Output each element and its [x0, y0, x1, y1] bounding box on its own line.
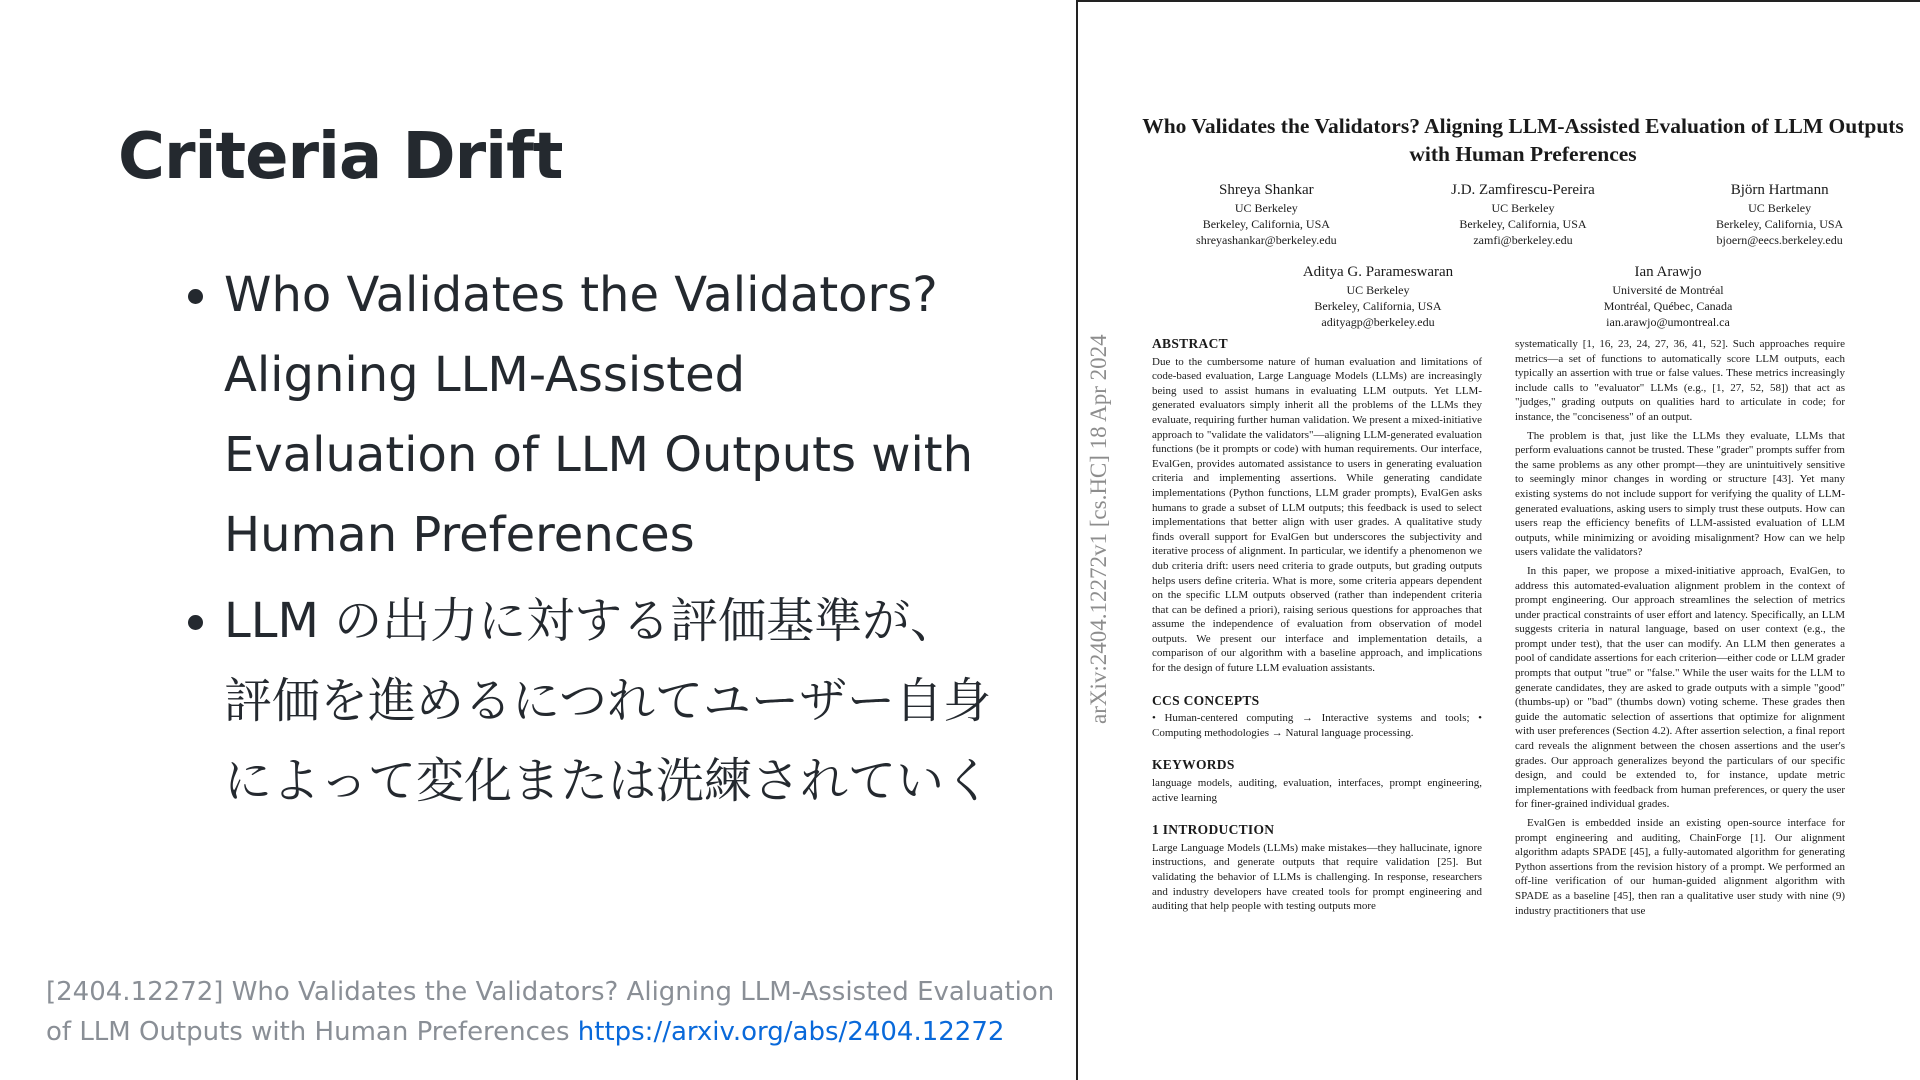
author-location: Berkeley, California, USA — [1459, 217, 1587, 231]
bullet-item-paper-title: • Who Validates the Validators? Aligning LLM-Assisted Evaluation of LLM Outputs with Human Preferences — [224, 255, 994, 575]
author-location: Berkeley, California, USA — [1314, 299, 1442, 313]
footer-citation — [46, 972, 1056, 1052]
intro-heading: 1 INTRODUCTION — [1152, 822, 1275, 838]
author-block — [1138, 180, 1908, 344]
paper-right-column — [1515, 337, 1845, 922]
author-row-2 — [1138, 262, 1908, 330]
paragraph: EvalGen is embedded inside an existing open-source interface for prompt engineering and auditing, ChainForge [1]. Our alignment algorithm adapts SPADE [45], a fully-automated algorithm for generating Python assertions from the revision history of a prompt. We performed an off-line verification of our human-guided alignment algorithm with SPADE as a baseline [45], then ran a qualitative user study with nine (9) industry practitioners that use — [1515, 817, 1845, 917]
paper-screenshot — [1076, 0, 1920, 1080]
paragraph: systematically [1, 16, 23, 24, 27, 36, 41, 52]. Such approaches require metrics—a set of functions to automatically score LLM outputs, each typically an assertion with true or false values. These metrics increasingly include calls to "evaluator" LLMs (e.g., [1, 27, 52, 58]) that act as "judges," grading outputs on qualities hard to articulate in code; for instance, the "conciseness" of an output. — [1515, 338, 1845, 423]
author-affiliation: UC Berkeley — [1346, 283, 1410, 297]
author-affiliation: UC Berkeley — [1234, 201, 1298, 215]
ccs-heading: CCS CONCEPTS — [1152, 692, 1260, 708]
author-location: Berkeley, California, USA — [1716, 217, 1844, 231]
abstract-text: Due to the cumbersome nature of human evaluation and limitations of code-based evaluation, Large Language Models (LLMs) are increasingly being used to assist humans in evaluating LLM outputs. Yet LLM-generated evaluators simply inherit all the problems of the LLMs they evaluate, requiring further human validation. We present a mixed-initiative approach to "validate the validators"—aligning LLM-generated evaluation functions (be it prompts or code) with human requirements. Our interface, EvalGen, provides automated assistance to users in generating evaluation criteria and implementing assertions. While generating candidate implementations (Python functions, LLM grader prompts), EvalGen asks humans to grade a subset of LLM outputs; this feedback is used to select implementations that better align with user grades. A qualitative study finds overall support for EvalGen but underscores the subjectivity and iterative process of alignment. In particular, we identify a phenomenon we dub criteria drift: users need criteria to grade outputs, but grading outputs helps users define criteria. What is more, some criteria appears dependent on the specific LLM outputs observed (rather than independent criteria that can be defined a priori), raising serious questions for approaches that assume the independence of evaluation from observation of model outputs. We present our interface and implementation details, a comparison of our algorithm with a baseline approach, and implications for the design of future LLM evaluation assistants. — [1152, 355, 1482, 675]
author — [1141, 180, 1391, 248]
paragraph: The problem is that, just like the LLMs they evaluate, LLMs that perform evaluations cannot be trusted. These "grader" prompts suffer from the same problems as any other prompt—they are unintuitively sensitive to seemingly minor changes in wording or structure [43]. Yet many existing systems do not include support for verifying the quality of LLM-generated evaluations, asking users to simply trust these outputs. How can users reap the efficiency benefits of LLM-assisted evaluation of LLM outputs, while minimizing or avoiding misalignment? How can we help users validate the validators? — [1515, 429, 1845, 559]
author-affiliation: UC Berkeley — [1491, 201, 1555, 215]
abstract-heading: ABSTRACT — [1152, 336, 1228, 351]
author — [1655, 180, 1905, 248]
paragraph: In this paper, we propose a mixed-initiative approach, EvalGen, to address this automated-evaluation alignment problem in the context of prompt engineering. Our approach streamlines the selection of metrics under practical constraints of user effort and latency. Specifically, an LLM suggests criteria in natural language, based on user context (e.g., the prompt under test), that the user can modify. An LLM then generates a pool of candidate assertions for each criterion—either code or LLM grader prompts that output "true" or "false." While the user waits for the LLM to generate candidates, they are asked to grade outputs with a simple "good" (thumbs-up) or "bad" (thumbs down) voting scheme. These grades then guide the automatic selection of assertions that optimize for alignment with user preferences (Section 4.2). After assertion selection, a final report card reveals the alignment between the chosen assertions and the user's grades. Our approach generalizes beyond the particulars of our specific design, and could be extended to, for instance, update metric implementations with feedback from human preferences, or query the user for finer-grained individual grades. — [1515, 564, 1845, 811]
intro-text: Large Language Models (LLMs) make mistakes—they hallucinate, ignore instructions, and generate outputs that require validation [25]. But validating the behavior of LLMs is challenging. In response, researchers and industry developers have created tools for prompt engineering and auditing that help people with testing outputs more — [1152, 841, 1482, 913]
author — [1398, 180, 1648, 248]
author-affiliation: UC Berkeley — [1748, 201, 1812, 215]
author-email: bjoern@eecs.berkeley.edu — [1716, 233, 1843, 247]
author-email: ian.arawjo@umontreal.ca — [1606, 315, 1730, 329]
author-email: adityagp@berkeley.edu — [1321, 315, 1435, 329]
author-name: Björn Hartmann — [1730, 182, 1829, 198]
author-name: Ian Arawjo — [1634, 264, 1702, 280]
slide-title: Criteria Drift — [118, 120, 563, 194]
arxiv-link[interactable]: https://arxiv.org/abs/2404.12272 — [577, 1017, 1005, 1047]
citation-text: [2404.12272] Who Validates the Validators? Aligning LLM-Assisted Evaluation of LLM Outputs with Human Preferences — [46, 977, 1055, 1047]
ccs-text: • Human-centered computing → Interactive systems and tools; • Computing methodologies → Natural language processing. — [1152, 712, 1482, 739]
bullet-list — [180, 255, 994, 827]
keywords-heading: KEYWORDS — [1152, 757, 1235, 773]
author-email: shreyashankar@berkeley.edu — [1196, 233, 1337, 247]
author-location: Berkeley, California, USA — [1202, 217, 1330, 231]
arxiv-stamp: arXiv:2404.12272v1 [cs.HC] 18 Apr 2024 — [1086, 334, 1111, 725]
author — [1253, 262, 1503, 330]
author-affiliation: Université de Montréal — [1612, 283, 1724, 297]
bullet-item-description: • LLM の出力に対する評価基準が、評価を進めるにつれてユーザー自身によって変化または洗練されていく — [224, 581, 994, 821]
paper-title: Who Validates the Validators? Aligning LLM-Assisted Evaluation of LLM Outputs with Human Preferences — [1142, 114, 1904, 166]
author — [1543, 262, 1793, 330]
author-name: Aditya G. Parameswaran — [1302, 264, 1454, 280]
paper-left-column — [1152, 337, 1482, 918]
author-row-1 — [1138, 180, 1908, 248]
author-name: J.D. Zamfirescu-Pereira — [1451, 182, 1595, 198]
author-name: Shreya Shankar — [1219, 182, 1314, 198]
author-location: Montréal, Québec, Canada — [1603, 299, 1733, 313]
author-email: zamfi@berkeley.edu — [1473, 233, 1573, 247]
keywords-text: language models, auditing, evaluation, interfaces, prompt engineering, active learning — [1152, 777, 1482, 804]
